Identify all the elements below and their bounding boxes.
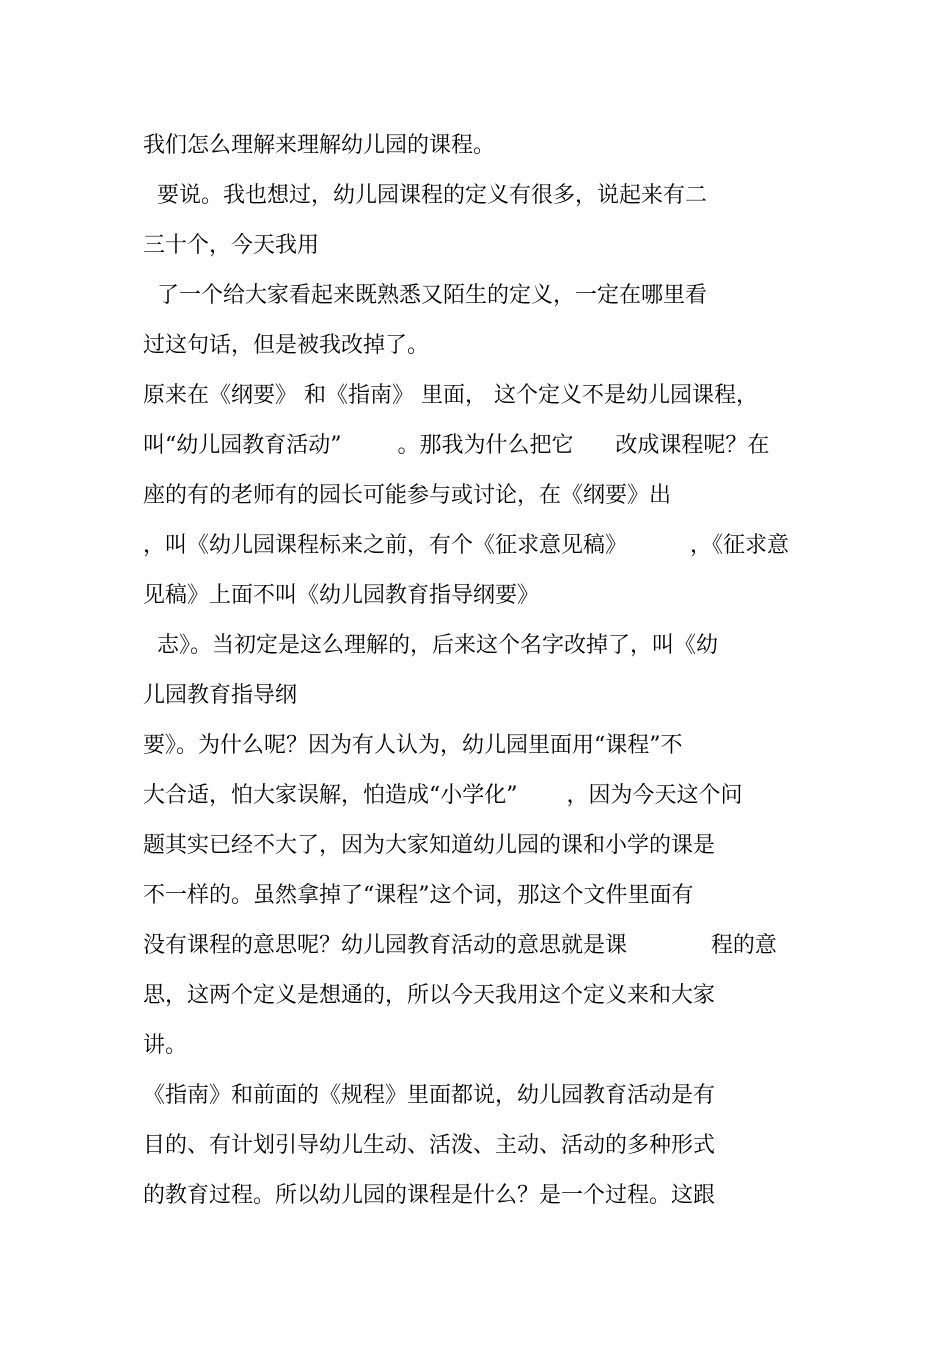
- text-line-9: ，叫《幼儿园课程标来之前，有个《征求意见稿》 ，《征求意: [143, 533, 789, 558]
- text-line-5: 过这句话，但是被我改掉了。: [143, 333, 430, 358]
- text-line-12: 儿园教育指导纲: [143, 683, 298, 708]
- text-line-2: 要说。我也想过，幼儿园课程的定义有很多，说起来有二: [143, 183, 707, 208]
- text-line-3: 三十个，今天我用: [143, 233, 320, 258]
- text-line-4: 了一个给大家看起来既熟悉又陌生的定义，一定在哪里看: [143, 283, 707, 308]
- text-line-10: 见稿》上面不叫《幼儿园教育指导纲要》: [143, 583, 540, 608]
- text-line-16: 不一样的。虽然拿掉了“课程”这个词，那这个文件里面有: [143, 883, 694, 908]
- text-line-20: 《指南》和前面的《规程》里面都说，幼儿园教育活动是有: [143, 1083, 716, 1108]
- text-line-19: 讲。: [143, 1033, 188, 1058]
- text-line-14: 大合适，怕大家误解，怕造成“小学化” ，因为今天这个问: [143, 783, 743, 808]
- text-line-8: 座的有的老师有的园长可能参与或讨论，在《纲要》出: [143, 483, 672, 508]
- text-line-22: 的教育过程。所以幼儿园的课程是什么？是一个过程。这跟: [143, 1183, 716, 1208]
- text-line-17: 没有课程的意思呢？幼儿园教育活动的意思就是课 程的意: [143, 933, 777, 958]
- text-line-21: 目的、有计划引导幼儿生动、活泼、主动、活动的多种形式: [143, 1133, 716, 1158]
- text-line-11: 志》。当初定是这么理解的，后来这个名字改掉了，叫《幼: [143, 633, 718, 658]
- text-line-13: 要》。为什么呢？因为有人认为，幼儿园里面用“课程”不: [143, 733, 683, 758]
- text-line-15: 题其实已经不大了，因为大家知道幼儿园的课和小学的课是: [143, 833, 716, 858]
- text-line-6: 原来在《纲要》 和《指南》 里面， 这个定义不是幼儿园课程，: [143, 383, 758, 408]
- text-line-7: 叫“幼儿园教育活动” 。那我为什么把它 改成课程呢？在: [143, 433, 770, 458]
- text-line-18: 思，这两个定义是想通的，所以今天我用这个定义来和大家: [143, 983, 716, 1008]
- text-line-1: 我们怎么理解来理解幼儿园的课程。: [143, 133, 496, 158]
